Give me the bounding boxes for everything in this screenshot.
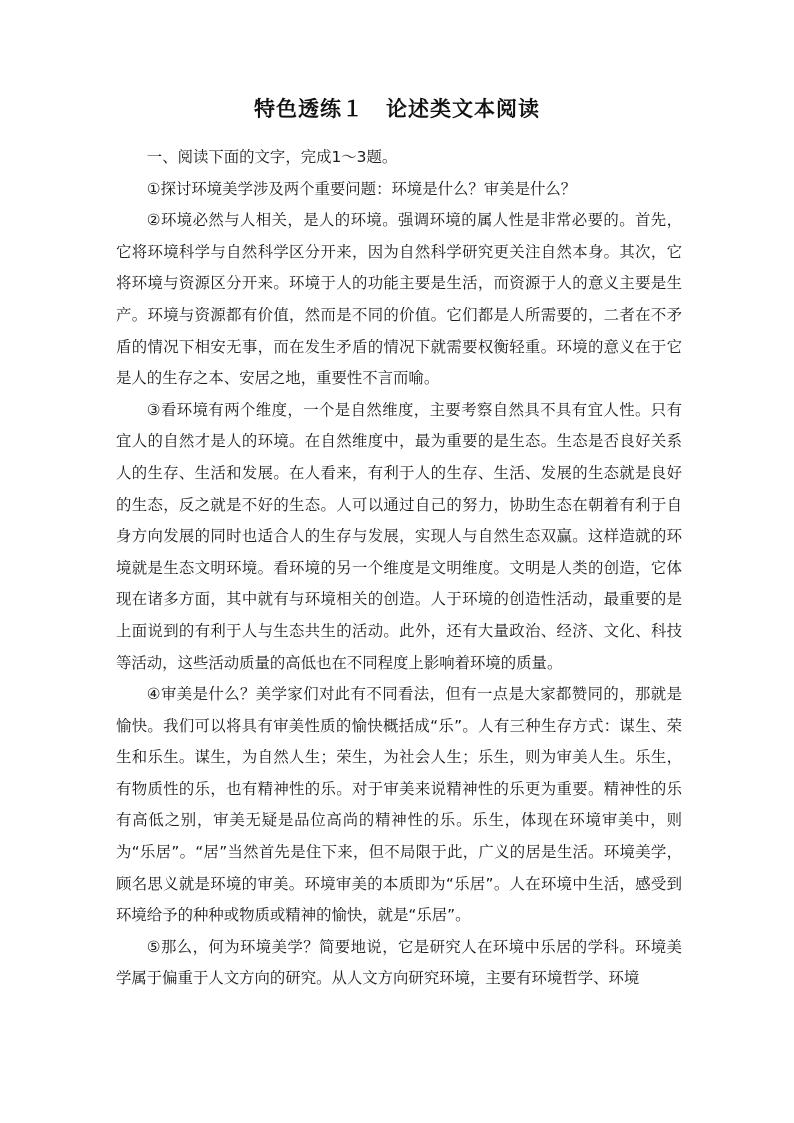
page-title: 特色透练１ 论述类文本阅读 <box>254 96 540 121</box>
paragraph-5: ⑤那么，何为环境美学？简要地说，它是研究人在环境中乐居的学科。环境美学属于偏重于人文方向的研究。从人文方向研究环境，主要有环境哲学、环境 <box>116 937 682 988</box>
paragraph-3: ③看环境有两个维度，一个是自然维度，主要考察自然具不具有宜人性。只有宜人的自然才是人的环境。在自然维度中，最为重要的是生态。生态是否良好关系人的生存、生活和发展。在人看来，有利于人的生存、生活、发展的生态就是良好的生态，反之就是不好的生态。人可以通过自己的努力，协助生态在朝着有利于自身方向发展的同时也适合人的生存与发展，实现人与自然生态双赢。这样造就的环境就是生态文明环境。看环境的另一个维度是文明维度。文明是人类的创造，它体现在诸多方面，其中就有与环境相关的创造。人于环境的创造性活动，最重要的是上面说到的有利于人与生态共生的活动。此外，还有大量政治、经济、文化、科技等活动，这些活动质量的高低也在不同程度上影响着环境的质量。 <box>116 400 682 672</box>
paragraph-1: ①探讨环境美学涉及两个重要问题：环境是什么？审美是什么？ <box>146 179 577 198</box>
article-body <box>116 142 682 995</box>
paragraph-2: ②环境必然与人相关，是人的环境。强调环境的属人性是非常必要的。首先，它将环境科学与自然科学区分开来，因为自然科学研究更关注自然本身。其次，它将环境与资源区分开来。环境于人的功能主要是生活，而资源于人的意义主要是生产。环境与资源都有价值，然而是不同的价值。它们都是人所需要的，二者在不矛盾的情况下相安无事，而在发生矛盾的情况下就需要权衡轻重。环境的意义在于它是人的生存之本、安居之地，重要性不言而喻。 <box>116 211 682 388</box>
question-instruction: 一、阅读下面的文字，完成1～3题。 <box>146 148 398 166</box>
paragraph-4: ④审美是什么？美学家们对此有不同看法，但有一点是大家都赞同的，那就是愉快。我们可以将具有审美性质的愉快概括成“乐”。人有三种生存方式：谋生、荣生和乐生。谋生，为自然人生；荣生，为社会人生；乐生，则为审美人生。乐生，有物质性的乐，也有精神性的乐。对于审美来说精神性的乐更为重要。精神性的乐有高低之别，审美无疑是品位高尚的精神性的乐。乐生，体现在环境审美中，则为“乐居”。“居”当然首先是住下来，但不局限于此，广义的居是生活。环境美学，顾名思义就是环境的审美。环境审美的本质即为“乐居”。人在环境中生活，感受到环境给予的种种或物质或精神的愉快，就是“乐居”。 <box>116 685 682 925</box>
